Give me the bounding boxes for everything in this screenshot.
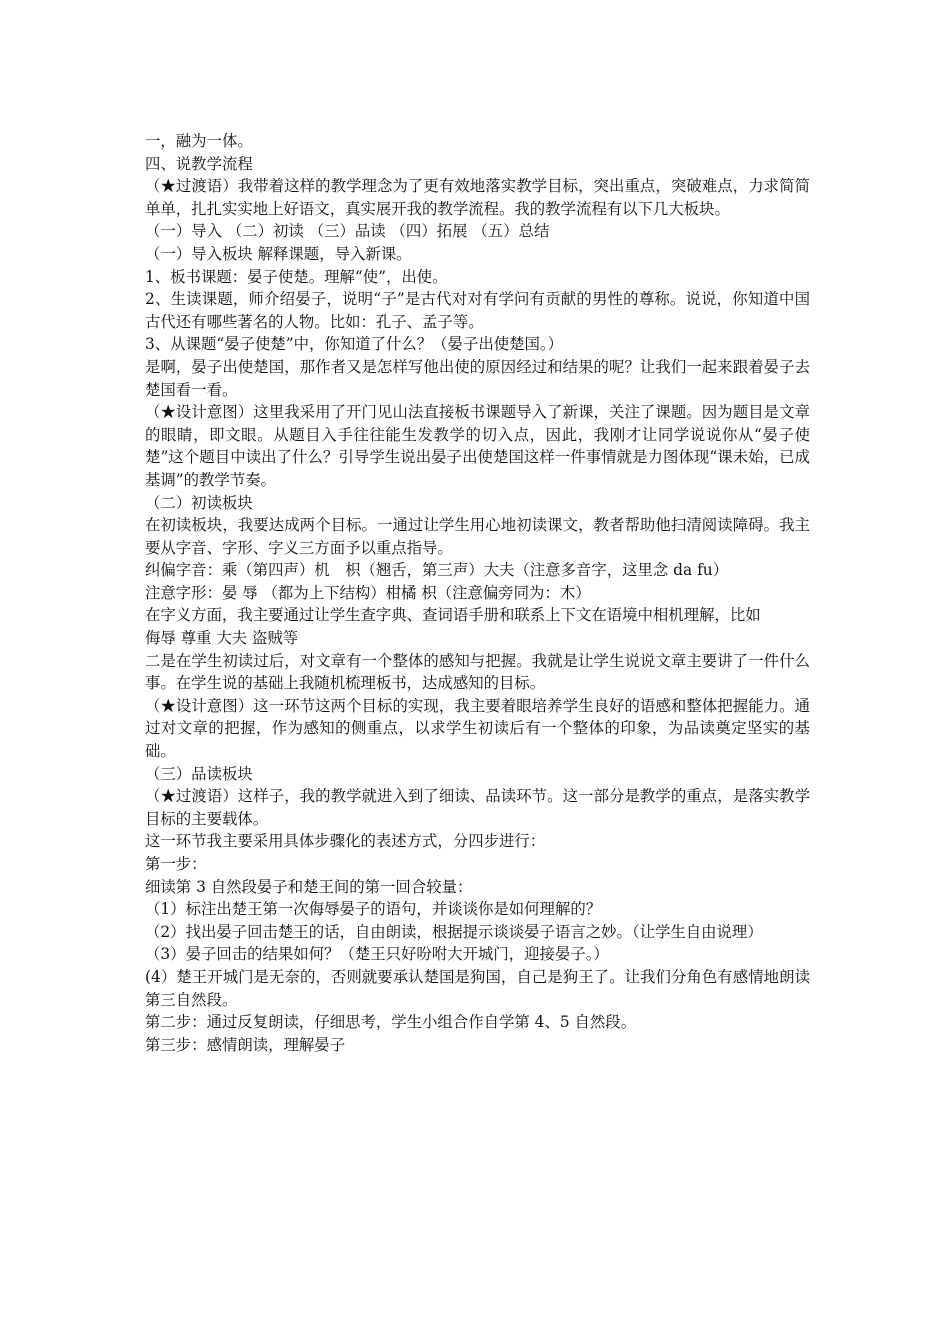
- paragraph: 第一步：: [145, 855, 207, 873]
- paragraph: （1）标注出楚王第一次侮辱晏子的语句，并谈谈你是如何理解的？: [145, 900, 602, 919]
- paragraph: 在初读板块，我要达成两个目标。一通过让学生用心地初读课文，教者帮助他扫清阅读障碍。我主要从字音、字形、字义三方面予以重点指导。: [145, 516, 810, 557]
- paragraph: （一）导入 （二）初读 （三）品读 （四）拓展 （五）总结: [145, 222, 550, 241]
- paragraph: （3）晏子回击的结果如何？（楚王只好吩咐大开城门，迎接晏子。）: [145, 945, 609, 964]
- paragraph: 第三步：感情朗读，理解晏子: [145, 1035, 346, 1054]
- paragraph: 注意字形：晏 辱 （都为上下结构）柑橘 枳（注意偏旁同为：木）: [145, 583, 591, 602]
- section-heading: 四、说教学流程: [145, 154, 253, 173]
- paragraph: 在字义方面，我主要通过让学生查字典、查词语手册和联系上下文在语境中相机理解，比如: [145, 606, 761, 625]
- paragraph: （★设计意图）这里我采用了开门见山法直接板书课题导入了新课，关注了课题。因为题目是文章的眼睛，即文眼。从题目入手往往能生发教学的切入点，因此，我刚才让同学说说你从“晏子使楚”这个题目中读出了什么？引导学生说出晏子出使楚国这样一件事情就是力图体现“课未始，已成基调”的教学节奏。: [145, 403, 810, 489]
- paragraph: 侮辱 尊重 大夫 盗贼等: [145, 629, 299, 648]
- paragraph: 这一环节我主要采用具体步骤化的表述方式，分四步进行：: [145, 832, 546, 851]
- document-body: [145, 130, 810, 1056]
- paragraph: 纠偏字音：乘（第四声）机 枳（翘舌，第三声）大夫（注意多音字，这里念 da fu）: [145, 561, 729, 580]
- paragraph: 是啊，晏子出使楚国，那作者又是怎样写他出使的原因经过和结果的呢？让我们一起来跟着晏子去楚国看一看。: [145, 357, 810, 399]
- paragraph: （★设计意图）这一环节这两个目标的实现，我主要着眼培养学生良好的语感和整体把握能力。通过对文章的把握，作为感知的侧重点，以求学生初读后有一个整体的印象，为品读奠定坚实的基础。: [145, 696, 810, 761]
- paragraph: （★过渡语）这样子，我的教学就进入到了细读、品读环节。这一部分是教学的重点，是落实教学目标的主要载体。: [145, 787, 810, 828]
- paragraph: (4）楚王开城门是无奈的，否则就要承认楚国是狗国，自己是狗王了。让我们分角色有感情地朗读第三自然段。: [145, 967, 810, 1009]
- paragraph: 二是在学生初读过后，对文章有一个整体的感知与把握。我就是让学生说说文章主要讲了一件什么事。在学生说的基础上我随机梳理板书，达成感知的目标。: [145, 651, 810, 693]
- paragraph: （2）找出晏子回击楚王的话，自由朗读，根据提示谈谈晏子语言之妙。（让学生自由说理）: [145, 922, 763, 941]
- paragraph: （★过渡语）我带着这样的教学理念为了更有效地落实教学目标，突出重点，突破难点，力求简简单单，扎扎实实地上好语文，真实展开我的教学流程。我的教学流程有以下几大板块。: [145, 177, 810, 218]
- paragraph: （二）初读板块: [145, 493, 253, 512]
- paragraph: 第二步：通过反复朗读，仔细思考，学生小组合作自学第 4、5 自然段。: [145, 1013, 637, 1032]
- paragraph: 2、生读课题，师介绍晏子，说明“子”是古代对对有学问有贡献的男性的尊称。说说，你知道中国古代还有哪些著名的人物。比如：孔子、孟子等。: [145, 290, 810, 331]
- paragraph: 细读第 3 自然段晏子和楚王间的第一回合较量：: [145, 877, 473, 896]
- paragraph: （三）品读板块: [145, 764, 253, 783]
- paragraph: （一）导入板块 解释课题，导入新课。: [145, 244, 412, 263]
- paragraph: 1、板书课题：晏子使楚。理解“使”，出使。: [145, 267, 448, 286]
- paragraph: 3、从课题“晏子使楚”中，你知道了什么？（晏子出使楚国。）: [145, 335, 563, 354]
- paragraph: 一，融为一体。: [145, 132, 253, 150]
